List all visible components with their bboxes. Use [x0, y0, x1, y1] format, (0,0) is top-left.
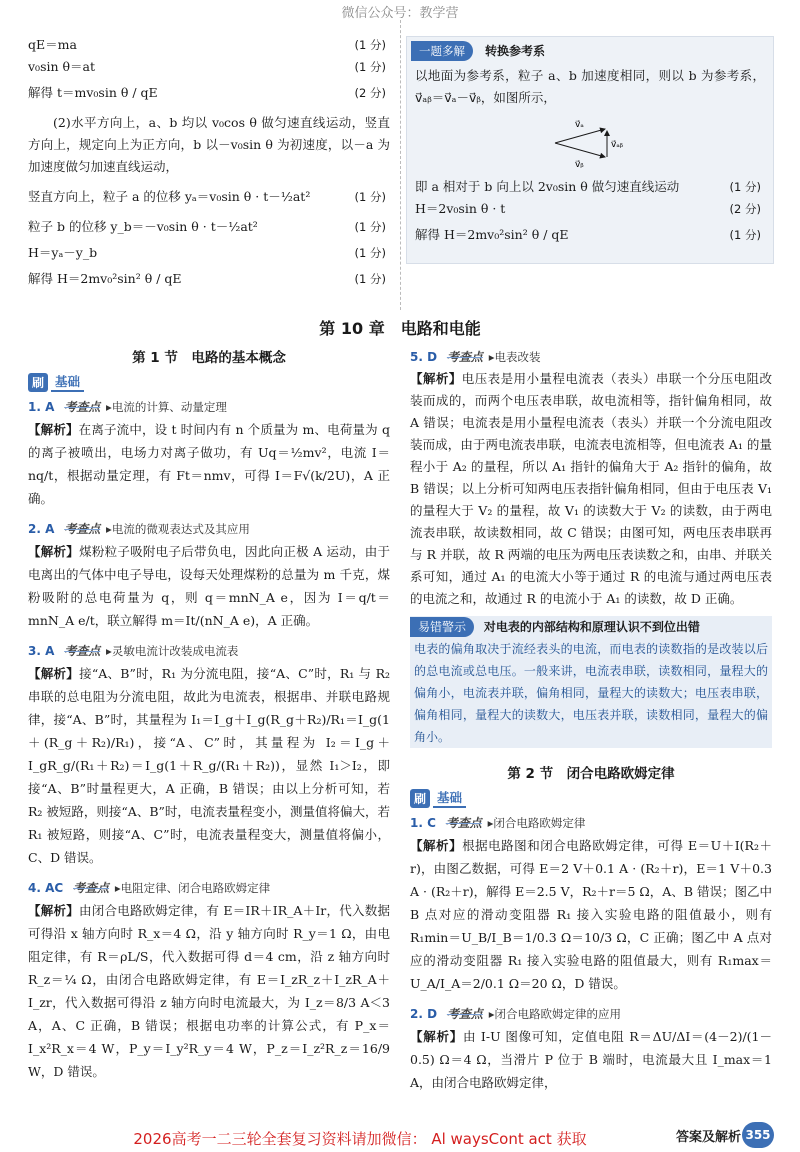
- basic-badge: [410, 788, 466, 808]
- solution-line: [415, 198, 765, 220]
- equation-text: 解得 H＝2mv₀²sin² θ / qE: [28, 271, 182, 286]
- analysis-paragraph: [28, 899, 390, 1083]
- vector-triangle-diagram: [545, 113, 665, 173]
- vector-va-label: v⃗ₐ: [575, 120, 584, 130]
- analysis-tag: 【解析】: [410, 838, 463, 853]
- question-2: [28, 518, 390, 632]
- equation-text: H＝yₐ－y_b: [28, 245, 98, 260]
- error-warning-box: [410, 616, 772, 748]
- topic-tag: 考查点: [446, 350, 483, 364]
- analysis-paragraph: [410, 1025, 772, 1094]
- solution-line: [28, 242, 390, 264]
- solution-line: [415, 176, 765, 198]
- analysis-paragraph: [410, 368, 772, 610]
- topic-tag: 考查点: [64, 644, 101, 658]
- analysis-paragraph: [28, 540, 390, 632]
- analysis-text: 接“A、B”时，R₁ 为分流电阻，接“A、C”时，R₁ 与 R₂ 串联的总电阻为分流电阻，故此为电流表，根据串、并联电路规律，接“A、B”时，其量程为 I₁＝I_g＋I_g(R_g＋R₂)/R₁＝I_g(1＋(R_g＋R₂)/R₁)，接“A、C”时，其量程为 I₂＝I_g＋I_gR_g/(R₁＋R₂)＝I_g(1＋R_g/(R₁＋R₂))，显然 I₁＞I₂，即接“A、B”时量程更大，A 正确，B 错误；由以上分析可知，若 R₂ 被短路，则接“A、B”时，电流表量程变小，测量值将偏大，若 R₁ 被短路，则接“A、C”时，电流表量程变大，测量值将偏小，C、D 错误。: [28, 666, 390, 865]
- score-label: (1 分): [354, 246, 386, 260]
- topic-tag: 考查点: [446, 1007, 483, 1021]
- analysis-paragraph: [410, 834, 772, 995]
- analysis-tag: 【解析】: [28, 422, 79, 437]
- question-number: 4. AC: [28, 881, 64, 895]
- question-5: [410, 346, 772, 610]
- analysis-tag: 【解析】: [410, 371, 462, 386]
- question-number: 3. A: [28, 644, 55, 658]
- vector-vb-arrow: [555, 143, 605, 157]
- equation-text: H＝2v₀sin θ · t: [415, 201, 506, 216]
- topic-text: ▸电阻定律、闭合电路欧姆定律: [114, 881, 271, 895]
- topic-tag: 考查点: [445, 816, 482, 830]
- topic-text: ▸电表改装: [488, 350, 541, 364]
- analysis-text: 煤粉粒子吸附电子后带负电，因此向正极 A 运动，由于电离出的气体中电子导电，设每天处理煤粉的总量为 m 千克，煤粉吸附的总电荷量为 q，则 q＝mnN_A e，因为 I＝q/t＝mnN_A e/t，联立解得 m＝It/(nN_A e)，A 正确。: [28, 544, 390, 628]
- topic-text: ▸闭合电路欧姆定律: [487, 816, 586, 830]
- warning-body: 电表的偏角取决于流经表头的电流，而电表的读数指的是改装以后的总电流或总电压。一般来讲，电流表串联，读数相同，量程大的偏角小，电流表并联，偏角相同，量程大的读数大；电压表串联，偏角相同，量程大的读数大，电压表并联，读数相同，量程大的偏角小。: [414, 642, 768, 744]
- question-1: [28, 396, 390, 510]
- question-number: 2. D: [410, 1007, 438, 1021]
- footer-brand: 答案及解析: [676, 1130, 742, 1145]
- warning-header: [410, 616, 772, 638]
- equation-text: 即 a 相对于 b 向上以 2v₀sin θ 做匀速直线运动: [415, 179, 680, 194]
- score-label: (2 分): [729, 202, 761, 216]
- equation-text: 解得 t＝mv₀sin θ / qE: [28, 85, 158, 100]
- question-header: [410, 812, 772, 834]
- analysis-paragraph: [28, 418, 390, 510]
- footer-advertisement: 2026高考一二三轮全套复习资料请加微信： Al waysCont act 获取: [133, 1130, 587, 1148]
- solution-line: [28, 34, 390, 56]
- analysis-paragraph: [28, 662, 390, 869]
- right-column: [410, 346, 772, 1094]
- score-label: (1 分): [729, 228, 761, 242]
- equation-text: 粒子 b 的位移 y_b＝－v₀sin θ · t－½at²: [28, 219, 258, 234]
- question-number: 1. C: [410, 816, 436, 830]
- question-number: 5. D: [410, 350, 438, 364]
- analysis-tag: 【解析】: [28, 903, 79, 918]
- analysis-tag: 【解析】: [28, 666, 80, 681]
- column-divider: [400, 20, 401, 310]
- alternative-solution-content: [407, 61, 773, 250]
- badge-shua: 刷: [410, 789, 430, 808]
- chapter-title: 第 10 章 电路和电能: [319, 319, 481, 338]
- score-label: (1 分): [354, 190, 386, 204]
- solution-line: [28, 56, 390, 78]
- question-header: [410, 346, 772, 368]
- score-label: (1 分): [354, 272, 386, 286]
- solution-line: [28, 264, 390, 294]
- analysis-text: 由 I-U 图像可知，定值电阻 R＝ΔU/ΔI＝(4－2)/(1－0.5) Ω＝4 Ω，当滑片 P 位于 B 端时，电流最大且 I_max＝1 A，由闭合电路欧姆定律，: [410, 1029, 772, 1090]
- solution-line: [28, 212, 390, 242]
- page-number-badge: 355: [742, 1122, 774, 1148]
- topic-text: ▸灵敏电流计改装成电流表: [106, 644, 239, 658]
- score-label: (2 分): [354, 86, 386, 100]
- analysis-tag: 【解析】: [410, 1029, 463, 1044]
- basic-badge: [28, 372, 84, 392]
- question-4: [28, 877, 390, 1083]
- solution-paragraph: (2)水平方向上，a、b 均以 v₀cos θ 做匀速直线运动，竖直方向上，规定向上为正方向，b 以－v₀sin θ 为初速度，以－a 为加速度做匀加速直线运动，: [28, 115, 390, 174]
- solution-line: [28, 182, 390, 212]
- question-number: 2. A: [28, 522, 55, 536]
- question-header: [28, 640, 390, 662]
- topic-text: ▸电流的计算、动量定理: [106, 400, 227, 414]
- analysis-text: 在离子流中，设 t 时间内有 n 个质量为 m、电荷量为 q 的离子被喷出，电场力对离子做功，有 Uq＝½mv²，电流 I＝nq/t，根据动量定理，有 Ft＝nmv，可得 I＝F√(k/2U)，A 正确。: [28, 422, 390, 506]
- section-title: 第 1 节 电路的基本概念: [132, 350, 286, 366]
- equation-text: 竖直方向上，粒子 a 的位移 yₐ＝v₀sin θ · t－½at²: [28, 189, 311, 204]
- question-header: [28, 396, 390, 418]
- analysis-text: 根据电路图和闭合电路欧姆定律，可得 E＝U＋I(R₂＋r)，由图乙数据，可得 E＝2 V＋0.1 A · (R₂＋r)，E＝1 V＋0.3 A · (R₂＋r)，解得 E＝2.5 V，R₂＋r＝5 Ω，A、B 错误；图乙中 B 点对应的滑动变阻器 R₁ 接入实验电路的阻值最小，则有 R₁min＝U_B/I_B＝1/0.3 Ω＝10/3 Ω，C 正确；图乙中 A 点对应的滑动变阻器 R₁ 接入实验电路的阻值最大，则有 R₁max＝U_A/I_A＝2/0.1 Ω＝20 Ω，D 错误。: [410, 838, 772, 991]
- score-label: (1 分): [729, 180, 761, 194]
- topic-text: ▸闭合电路欧姆定律的应用: [488, 1007, 621, 1021]
- equation-text: v₀sin θ＝at: [28, 59, 96, 74]
- question-header: [410, 1003, 772, 1025]
- topic-tag: 考查点: [64, 400, 101, 414]
- section-title: 第 2 节 闭合电路欧姆定律: [507, 766, 675, 782]
- analysis-text: 电压表是用小量程电流表（表头）串联一个分压电阻改装而成的，而两个电压表串联，故电流相等，指针偏角相同，故 A 错误；电流表是用小量程电流表（表头）并联一个分流电阻改装而成，由于两电流表串联，电流表电流相等，但电流表 A₁ 的量程小于 A₂ 的量程，所以 A₁ 指针的偏角大于 A₂ 指针的偏角，故 B 错误；以上分析可知两电压表指针偏角相同，但由于电压表 V₁ 的量程大于 V₂ 的量程，故 V₁ 的读数大于 V₂ 的读数，由于两电流表串联，故读数相同，故 C 错误；由图可知，两电压表串联再与 R 并联，故 R 两端的电压为两电压表读数之和，由串、并联关系可知，通过 A₁ 的电流大小等于通过 R 的电流与通过两电压表的电流之和，故通过 R 的电流小于 A₁ 的读数，故 D 正确。: [410, 371, 772, 606]
- question-header: [28, 518, 390, 540]
- question-header: [28, 877, 390, 899]
- score-label: (1 分): [354, 38, 386, 52]
- score-label: (1 分): [354, 60, 386, 74]
- section2-question-1: [410, 812, 772, 995]
- badge-shua: 刷: [28, 373, 48, 392]
- question-number: 1. A: [28, 400, 55, 414]
- section2-question-2: [410, 1003, 772, 1094]
- vector-vb-label: v⃗ᵦ: [575, 160, 584, 170]
- equation-text: 解得 H＝2mv₀²sin² θ / qE: [415, 227, 569, 242]
- alternative-solution-box: [406, 36, 774, 264]
- solution-line: [28, 78, 390, 108]
- solution-paragraph: 以地面为参考系，粒子 a、b 加速度相同，则以 b 为参考系，v⃗ₐᵦ＝v⃗ₐ－v⃗ᵦ，如图所示，: [415, 68, 765, 105]
- equation-text: qE＝ma: [28, 37, 77, 52]
- question-3: [28, 640, 390, 869]
- badge-basic: 基础: [51, 372, 84, 392]
- watermark-top: 微信公众号：教学营: [341, 6, 459, 21]
- analysis-tag: 【解析】: [28, 544, 80, 559]
- score-label: (1 分): [354, 220, 386, 234]
- badge-basic: 基础: [433, 788, 466, 808]
- section-1-column: [28, 346, 390, 1083]
- topic-tag: 考查点: [73, 881, 110, 895]
- vector-va-arrow: [555, 129, 605, 143]
- analysis-text: 由闭合电路欧姆定律，有 E＝IR＋IR_A＋Ir，代入数据可得沿 x 轴方向时 R_x＝4 Ω，沿 y 轴方向时 R_y＝1 Ω，由电阻定律，有 R＝ρL/S，代入数据可得 d＝4 cm，沿 z 轴方向时 R_z＝¼ Ω，由闭合电路欧姆定律，有 E＝I_zR_z＋I_zR_A＋I_zr，代入数据可得沿 z 轴方向时电流最大，为 I_z＝8/3 A＜3 A，A、C 正确，B 错误；根据电功率的计算公式，有 P_x＝I_x²R_x＝4 W，P_y＝I_y²R_y＝4 W，P_z＝I_z²R_z＝16/9 W，D 错误。: [28, 903, 390, 1079]
- warning-title: 对电表的内部结构和原理认识不到位出错: [483, 620, 700, 634]
- left-top-solution: [28, 34, 390, 294]
- alternative-solution-title: 转换参考系: [484, 44, 545, 58]
- vector-vab-label: v⃗ₐᵦ: [611, 140, 624, 150]
- solution-line: [415, 220, 765, 250]
- warning-tag: 易错警示: [410, 617, 474, 637]
- topic-tag: 考查点: [64, 522, 101, 536]
- topic-text: ▸电流的微观表达式及其应用: [106, 522, 250, 536]
- alternative-solution-tag: 一题多解: [411, 41, 473, 61]
